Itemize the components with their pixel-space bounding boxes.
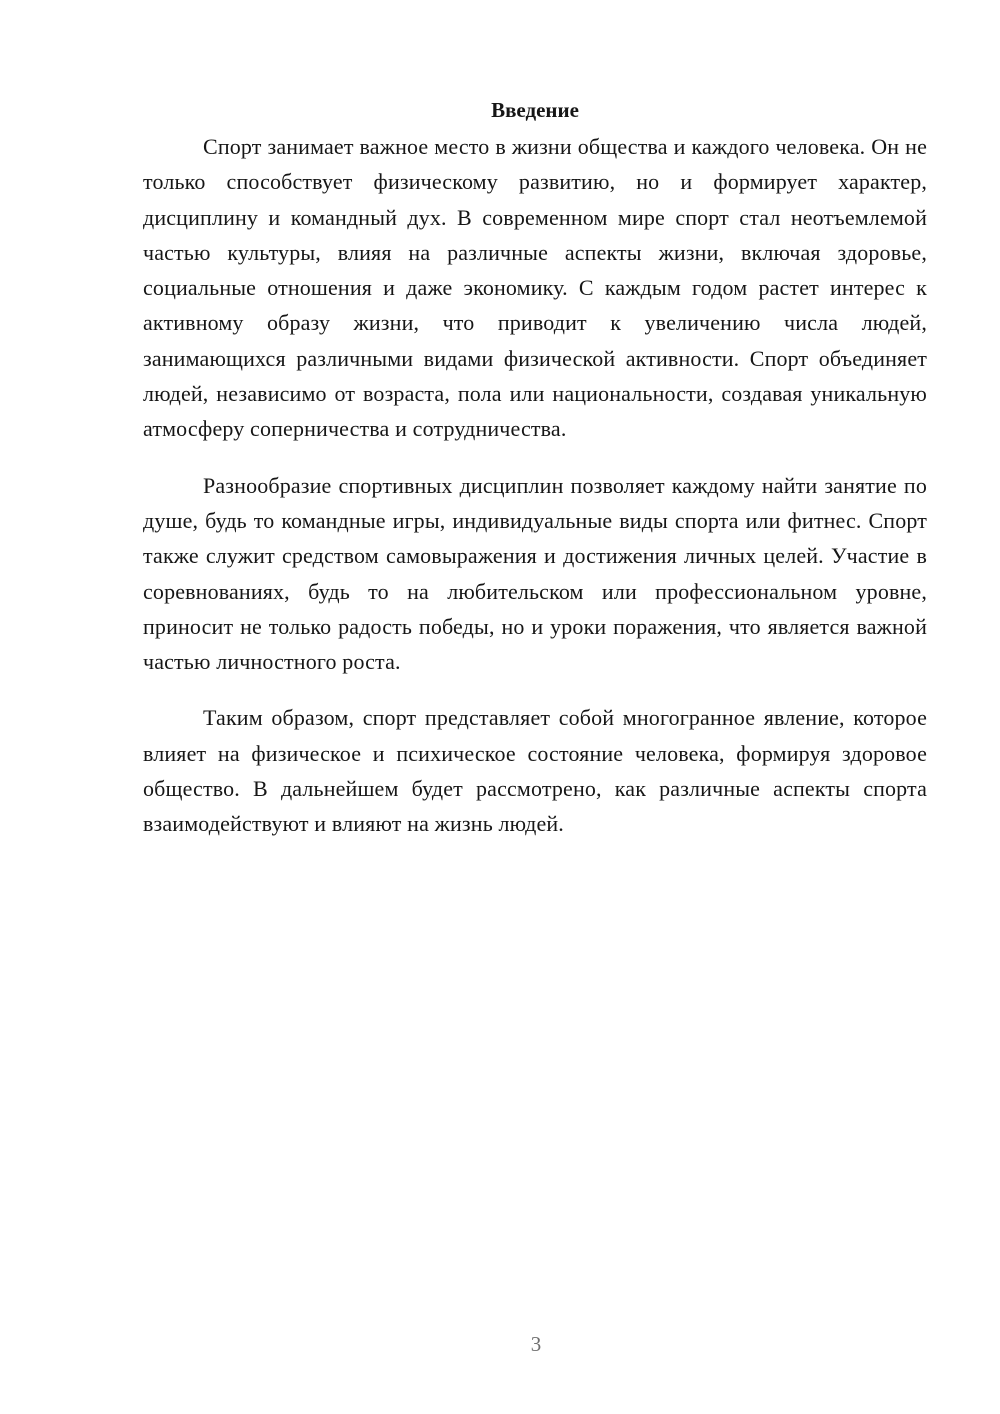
paragraph-1: Спорт занимает важное место в жизни общества и каждого человека. Он не только способствует физическому развитию, но и формирует характер, дисциплину и командный дух. В современном мире спорт стал неотъемлемой частью культуры, влияя на различные аспекты жизни, включая здоровье, социальные отношения и даже экономику. С каждым годом растет интерес к активному образу жизни, что приводит к увеличению числа людей, занимающихся различными видами физической активности. Спорт объединяет людей, независимо от возраста, пола или национальности, создавая уникальную атмосферу соперничества и сотрудничества. <box>143 134 927 442</box>
page-number: 3 <box>530 1332 542 1356</box>
section-heading: Введение <box>491 98 579 122</box>
paragraph-2: Разнообразие спортивных дисциплин позволяет каждому найти занятие по душе, будь то командные игры, индивидуальные виды спорта или фитнес. Спорт также служит средством самовыражения и достижения личных целей. Участие в соревнованиях, будь то на любительском или профессиональном уровне, приносит не только радость победы, но и уроки поражения, что является важной частью личностного роста. <box>143 472 927 675</box>
page-content <box>143 92 927 842</box>
paragraph-3: Таким образом, спорт представляет собой многогранное явление, которое влияет на физическое и психическое состояние человека, формируя здоровое общество. В дальнейшем будет рассмотрено, как различные аспекты спорта взаимодействуют и влияют на жизнь людей. <box>143 705 927 837</box>
